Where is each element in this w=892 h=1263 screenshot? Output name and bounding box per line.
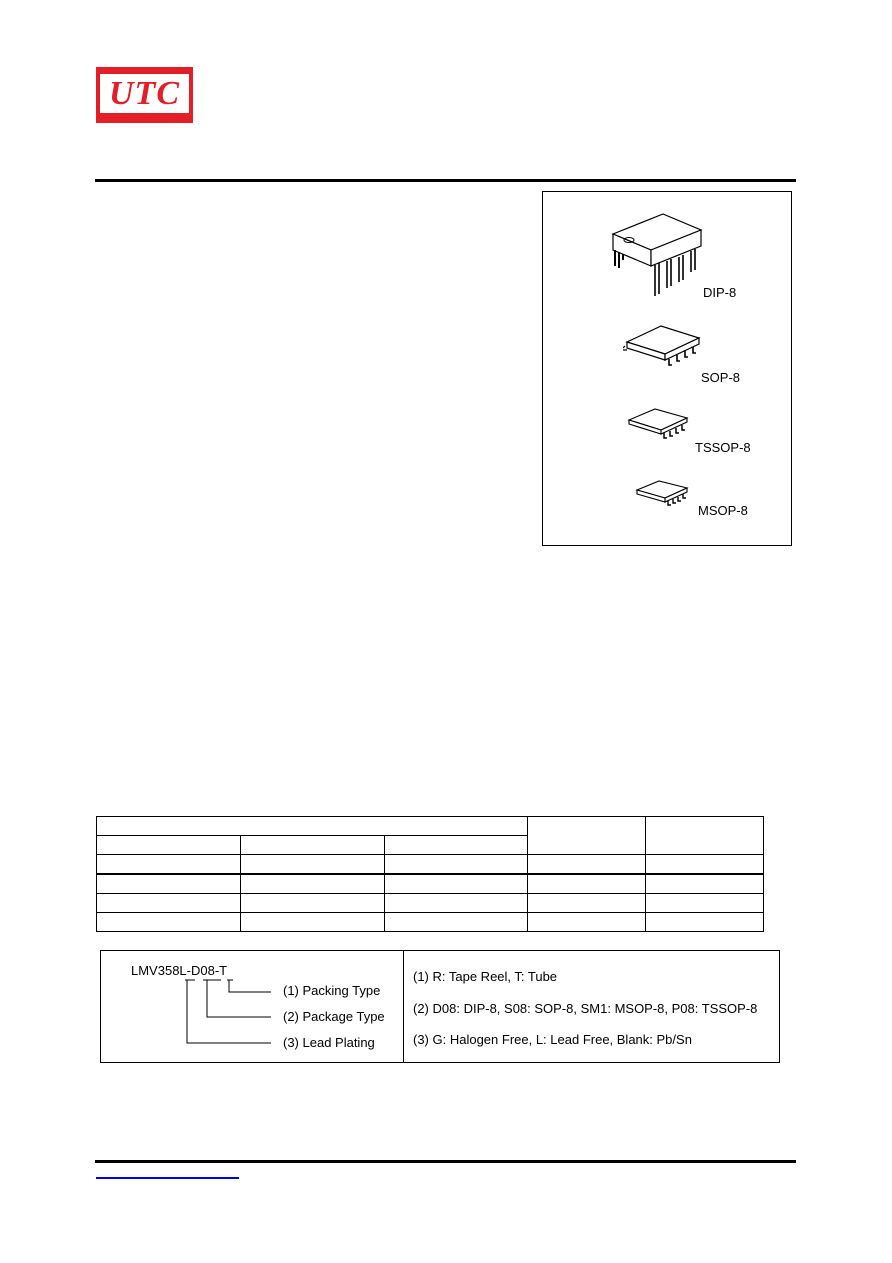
table-cell bbox=[241, 855, 385, 875]
note-packing-type: (1) R: Tape Reel, T: Tube bbox=[413, 969, 558, 984]
package-illustration-box bbox=[542, 191, 792, 546]
table-cell bbox=[97, 836, 241, 855]
table-cell bbox=[97, 855, 241, 875]
callout-packing-type: (1) Packing Type bbox=[283, 983, 381, 998]
table-header-row bbox=[97, 817, 764, 836]
table-cell bbox=[528, 817, 646, 855]
table-cell bbox=[385, 836, 528, 855]
sop-8-package-icon bbox=[623, 322, 703, 368]
table-cell bbox=[385, 855, 528, 875]
msop-8-package-icon bbox=[635, 478, 691, 508]
marking-diagram bbox=[101, 951, 404, 1062]
table-row bbox=[97, 855, 764, 875]
callout-lead-plating: (3) Lead Plating bbox=[283, 1035, 375, 1050]
table-cell bbox=[646, 817, 764, 855]
package-label-tssop-8: TSSOP-8 bbox=[695, 440, 751, 455]
table-cell bbox=[528, 855, 646, 875]
part-number-marking-box bbox=[100, 950, 780, 1063]
table-row bbox=[97, 894, 764, 913]
table-row bbox=[97, 913, 764, 932]
logo-text: UTC bbox=[109, 74, 180, 112]
utc-logo bbox=[96, 67, 193, 123]
table-row bbox=[97, 874, 764, 894]
ordering-information-table bbox=[96, 816, 764, 932]
table-cell bbox=[385, 913, 528, 932]
table-cell bbox=[646, 913, 764, 932]
package-label-dip-8: DIP-8 bbox=[703, 285, 737, 300]
table-cell bbox=[646, 855, 764, 875]
table-cell bbox=[97, 894, 241, 913]
table-cell bbox=[385, 874, 528, 894]
package-label-msop-8: MSOP-8 bbox=[698, 503, 748, 518]
table-cell bbox=[97, 817, 528, 836]
table-cell bbox=[385, 894, 528, 913]
table-cell bbox=[646, 874, 764, 894]
part-number: LMV358L-D08-T bbox=[131, 963, 228, 978]
table-cell bbox=[241, 894, 385, 913]
table-cell bbox=[97, 913, 241, 932]
table-cell bbox=[528, 874, 646, 894]
table-cell bbox=[528, 913, 646, 932]
package-label-sop-8: SOP-8 bbox=[701, 370, 741, 385]
table-cell bbox=[97, 874, 241, 894]
dip-8-package-icon bbox=[605, 210, 705, 298]
callout-package-type: (2) Package Type bbox=[283, 1009, 385, 1024]
website-link[interactable] bbox=[96, 1177, 239, 1179]
table-cell bbox=[646, 894, 764, 913]
tssop-8-package-icon bbox=[627, 406, 691, 440]
note-lead-plating: (3) G: Halogen Free, L: Lead Free, Blank: Pb/Sn bbox=[413, 1032, 692, 1047]
header-rule bbox=[95, 179, 796, 182]
footer-rule bbox=[95, 1160, 796, 1163]
table-cell bbox=[241, 913, 385, 932]
table-cell bbox=[241, 874, 385, 894]
note-package-type: (2) D08: DIP-8, S08: SOP-8, SM1: MSOP-8, P08: TSSOP-8 bbox=[413, 1001, 758, 1016]
table-cell bbox=[241, 836, 385, 855]
table-cell bbox=[528, 894, 646, 913]
